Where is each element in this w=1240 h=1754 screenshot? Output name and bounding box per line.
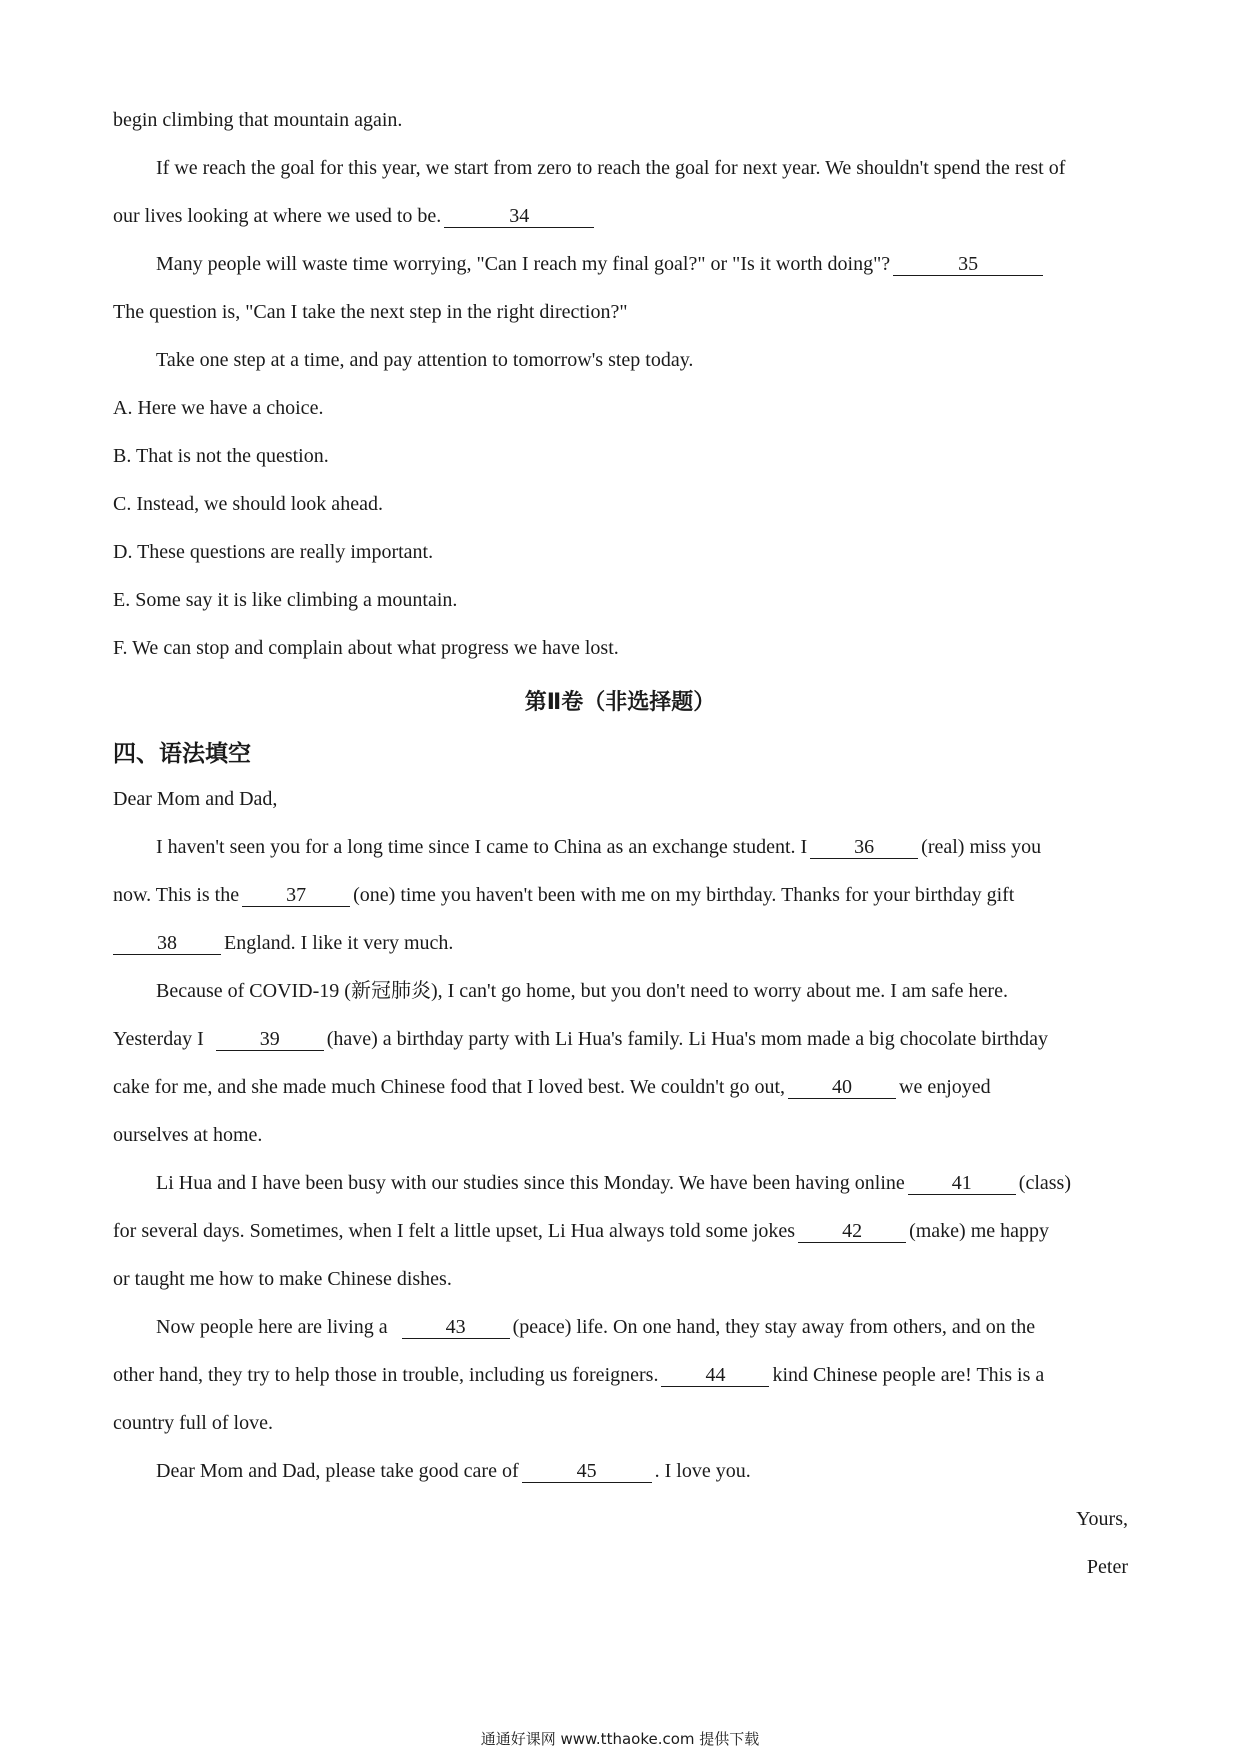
letter-line bbox=[113, 1073, 1143, 1101]
line-text: now. This is the bbox=[113, 884, 240, 906]
line-text: Dear Mom and Dad, please take good care of bbox=[156, 1460, 519, 1482]
line-text: for several days. Sometimes, when I felt a little upset, Li Hua always told some jokes bbox=[113, 1220, 796, 1242]
option-c: C. Instead, we should look ahead. bbox=[113, 493, 383, 515]
option-b: B. That is not the question. bbox=[113, 445, 329, 467]
answer-blank-36: 36 bbox=[810, 836, 918, 859]
line-text: . I love you. bbox=[654, 1460, 751, 1482]
option-a: A. Here we have a choice. bbox=[113, 397, 324, 419]
letter-greeting: Dear Mom and Dad, bbox=[113, 788, 278, 810]
answer-blank-41: 41 bbox=[908, 1172, 1016, 1195]
letter-line bbox=[156, 1169, 1146, 1197]
line-text: Now people here are living a bbox=[156, 1316, 388, 1338]
answer-blank-34: 34 bbox=[444, 205, 594, 228]
answer-blank-43: 43 bbox=[402, 1316, 510, 1339]
letter-line: country full of love. bbox=[113, 1412, 273, 1434]
answer-blank-44: 44 bbox=[661, 1364, 769, 1387]
letter-line: Because of COVID-19 (新冠肺炎), I can't go home, but you don't need to worry about me. I am safe here. bbox=[156, 980, 1008, 1002]
line-text: (peace) life. On one hand, they stay away from others, and on the bbox=[512, 1316, 1036, 1338]
letter-line bbox=[156, 1457, 1146, 1485]
passage-line bbox=[156, 250, 1146, 278]
option-e: E. Some say it is like climbing a mountain. bbox=[113, 589, 458, 611]
letter-line bbox=[113, 1217, 1143, 1245]
line-text: our lives looking at where we used to be. bbox=[113, 205, 442, 227]
line-text: we enjoyed bbox=[899, 1076, 991, 1098]
section-title: 第Ⅱ卷（非选择题） bbox=[524, 690, 716, 715]
letter-line: ourselves at home. bbox=[113, 1124, 263, 1146]
line-text: kind Chinese people are! This is a bbox=[772, 1364, 1045, 1386]
letter-line bbox=[113, 881, 1143, 909]
line-text: (make) me happy bbox=[909, 1220, 1050, 1242]
line-text: (real) miss you bbox=[921, 836, 1042, 858]
answer-blank-35: 35 bbox=[893, 253, 1043, 276]
passage-line: Take one step at a time, and pay attention to tomorrow's step today. bbox=[156, 349, 694, 371]
part-heading: 四、语法填空 bbox=[113, 741, 251, 767]
letter-line bbox=[156, 833, 1146, 861]
line-text: (have) a birthday party with Li Hua's family. Li Hua's mom made a big chocolate birthday bbox=[326, 1028, 1048, 1050]
line-text: Yesterday I bbox=[113, 1028, 204, 1050]
passage-line: begin climbing that mountain again. bbox=[113, 109, 403, 131]
letter-line bbox=[156, 1313, 1146, 1341]
answer-blank-38: 38 bbox=[113, 932, 221, 955]
letter-signature: Peter bbox=[1086, 1556, 1128, 1578]
answer-blank-39: 39 bbox=[216, 1028, 324, 1051]
answer-blank-37: 37 bbox=[242, 884, 350, 907]
line-text: (one) time you haven't been with me on my birthday. Thanks for your birthday gift bbox=[353, 884, 1015, 906]
line-text: I haven't seen you for a long time since I came to China as an exchange student. I bbox=[156, 836, 808, 858]
page-footer: 通通好课网 www.tthaoke.com 提供下载 bbox=[480, 1730, 760, 1748]
passage-line: If we reach the goal for this year, we start from zero to reach the goal for next year. We shouldn't spend the rest of bbox=[156, 157, 1066, 179]
line-text: (class) bbox=[1018, 1172, 1071, 1194]
letter-line: or taught me how to make Chinese dishes. bbox=[113, 1268, 452, 1290]
answer-blank-45: 45 bbox=[522, 1460, 652, 1483]
line-text: Li Hua and I have been busy with our studies since this Monday. We have been having online bbox=[156, 1172, 905, 1194]
answer-blank-40: 40 bbox=[788, 1076, 896, 1099]
line-text: cake for me, and she made much Chinese food that I loved best. We couldn't go out, bbox=[113, 1076, 786, 1098]
letter-line bbox=[113, 1025, 1143, 1053]
letter-line bbox=[113, 1361, 1143, 1389]
option-f: F. We can stop and complain about what progress we have lost. bbox=[113, 637, 619, 659]
letter-closing: Yours, bbox=[1076, 1508, 1128, 1530]
line-text: other hand, they try to help those in trouble, including us foreigners. bbox=[113, 1364, 659, 1386]
line-text: Many people will waste time worrying, "Can I reach my final goal?" or "Is it worth doing"? bbox=[156, 253, 891, 275]
option-d: D. These questions are really important. bbox=[113, 541, 434, 563]
line-text: England. I like it very much. bbox=[224, 932, 454, 954]
answer-blank-42: 42 bbox=[798, 1220, 906, 1243]
letter-line bbox=[113, 929, 1143, 957]
passage-line bbox=[113, 202, 1143, 230]
passage-line: The question is, "Can I take the next step in the right direction?" bbox=[113, 301, 628, 323]
